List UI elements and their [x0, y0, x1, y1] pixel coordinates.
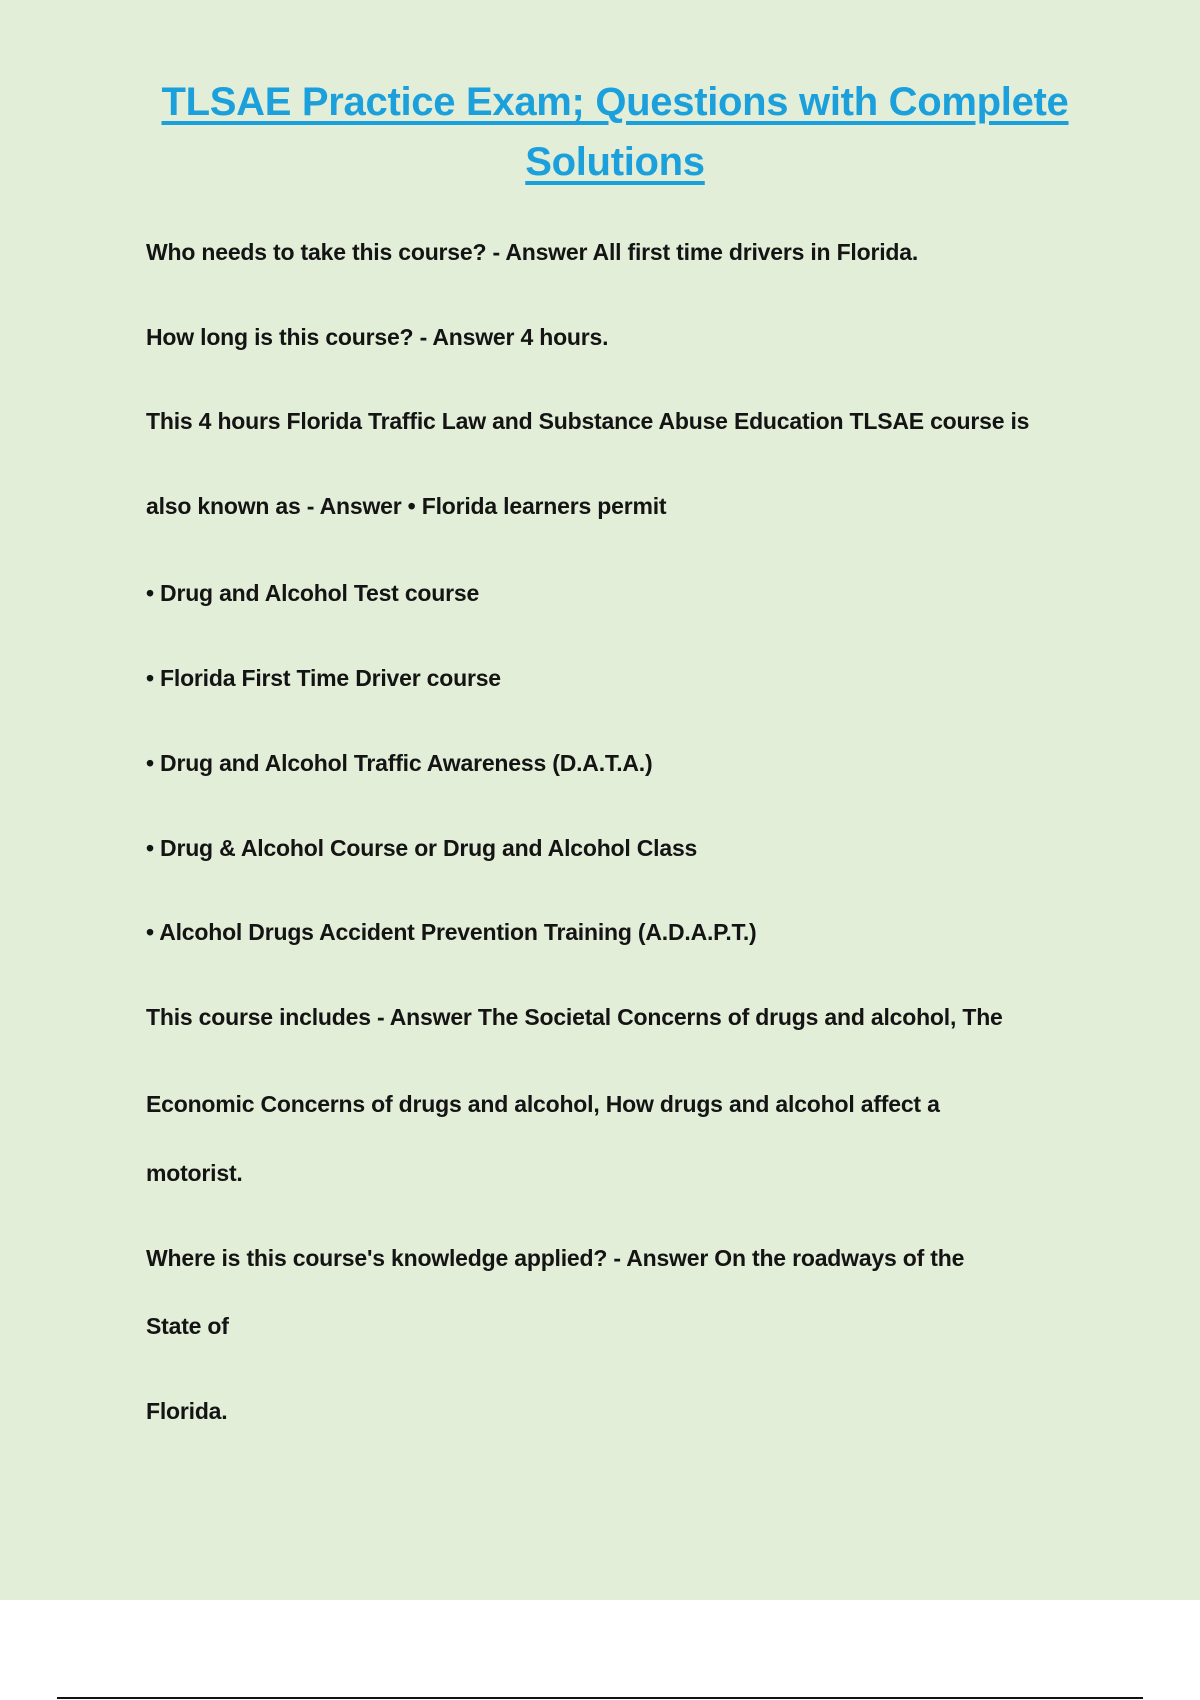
- answer-knowledge-applied-end: Florida.: [146, 1398, 228, 1424]
- bullet-item: • Drug and Alcohol Traffic Awareness (D.A.T.A.): [146, 750, 653, 776]
- bullet-item: • Florida First Time Driver course: [146, 665, 501, 691]
- question-who-needs-course: Who needs to take this course? - Answer All first time drivers in Florida.: [146, 239, 919, 265]
- success-watermark: [90, 420, 1100, 1200]
- answer-course-includes-end: motorist.: [146, 1160, 243, 1186]
- answer-also-known-as: also known as - Answer • Florida learners permit: [146, 493, 667, 519]
- bullet-item: • Drug and Alcohol Test course: [146, 580, 480, 606]
- document-title: TLSAE Practice Exam; Questions with Complete Solutions: [161, 80, 1069, 184]
- question-knowledge-applied: Where is this course's knowledge applied? - Answer On the roadways of the: [146, 1245, 965, 1271]
- question-course-includes: This course includes - Answer The Societal Concerns of drugs and alcohol, The: [146, 1004, 1003, 1030]
- answer-course-includes: Economic Concerns of drugs and alcohol, How drugs and alcohol affect a: [146, 1091, 940, 1117]
- bullet-item: • Alcohol Drugs Accident Prevention Training (A.D.A.P.T.): [146, 919, 757, 945]
- footer-divider: [57, 1697, 1143, 1699]
- answer-knowledge-applied: State of: [146, 1313, 229, 1339]
- question-also-known-as: This 4 hours Florida Traffic Law and Substance Abuse Education TLSAE course is: [146, 408, 1030, 434]
- bullet-item: • Drug & Alcohol Course or Drug and Alcohol Class: [146, 835, 698, 861]
- question-course-length: How long is this course? - Answer 4 hours.: [146, 324, 609, 350]
